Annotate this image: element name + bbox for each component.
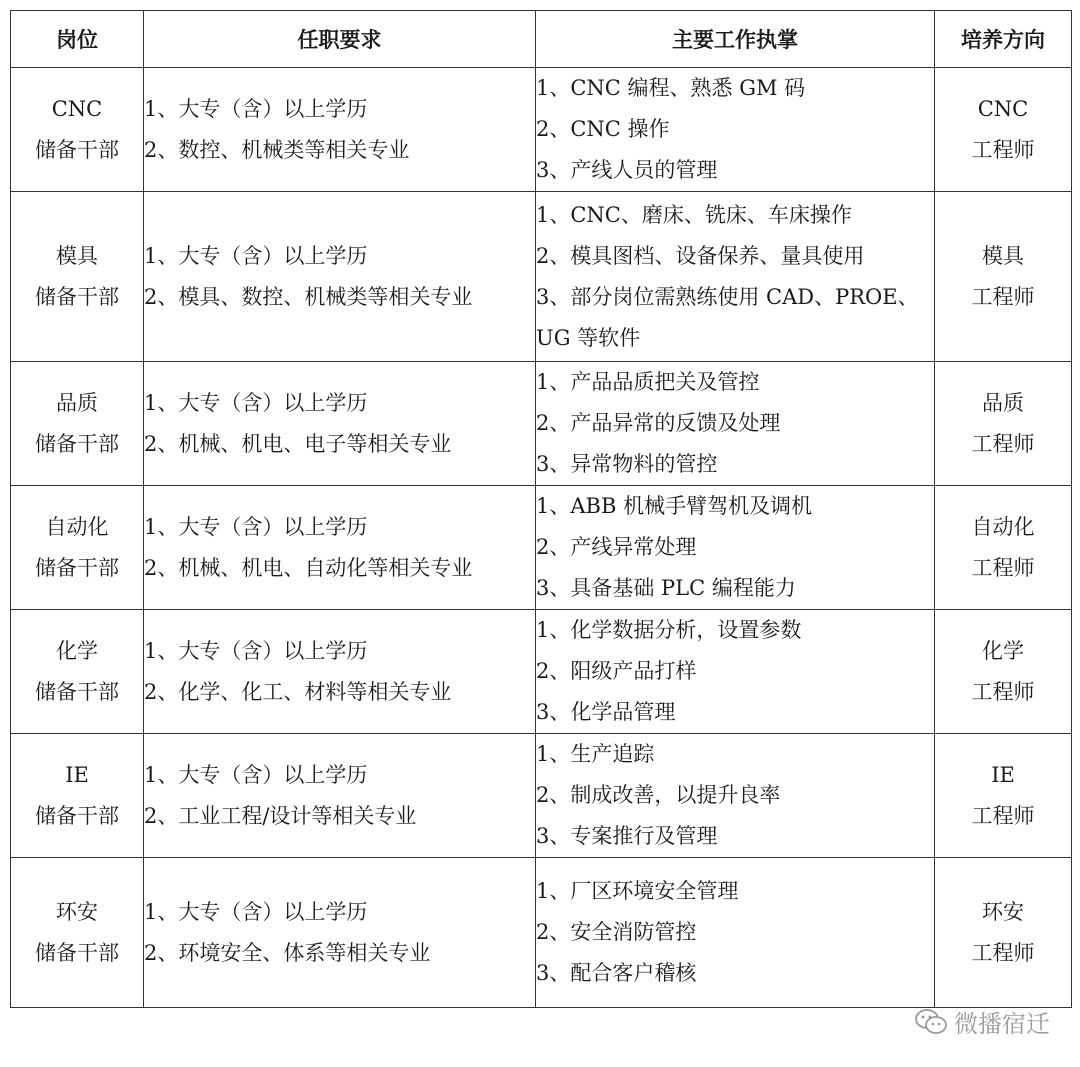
duties-line: 2、阳级产品打样: [536, 659, 697, 683]
position-line: 品质: [56, 390, 98, 415]
position-cell: [11, 858, 144, 1008]
duties-line: 3、专案推行及管理: [536, 824, 718, 848]
duties-line: 2、安全消防管控: [536, 920, 697, 944]
duties-line: 1、ABB 机械手臂驾机及调机: [536, 494, 813, 518]
position-line: 储备干部: [35, 555, 119, 580]
table-row: [11, 362, 1072, 486]
requirements-line: 2、环境安全、体系等相关专业: [144, 940, 431, 965]
direction-line: 工程师: [971, 555, 1035, 580]
duties-line: 3、化学品管理: [536, 700, 676, 724]
position-cell: [11, 68, 144, 192]
table-row: [11, 858, 1072, 1008]
direction-cell: [935, 486, 1072, 610]
direction-line: 工程师: [971, 137, 1035, 162]
position-cell: [11, 362, 144, 486]
duties-cell: [536, 362, 935, 486]
duties-line: 2、产品异常的反馈及处理: [536, 411, 781, 435]
direction-line: 工程师: [971, 803, 1035, 828]
requirements-line: 1、大专（含）以上学历: [144, 96, 368, 121]
direction-line: 工程师: [971, 679, 1035, 704]
duties-line: 2、产线异常处理: [536, 535, 697, 559]
position-cell: [11, 192, 144, 362]
duties-line: 1、CNC、磨床、铣床、车床操作: [536, 202, 852, 227]
watermark-text: 微播宿迁: [954, 1010, 1050, 1038]
direction-line: 模具: [982, 243, 1024, 268]
direction-line: 品质: [982, 390, 1024, 415]
requirements-cell: [144, 192, 536, 362]
jobs-table: [10, 10, 1072, 1008]
watermark: [914, 1004, 1050, 1039]
header-row: [11, 11, 1072, 68]
position-line: 储备干部: [35, 679, 119, 704]
requirements-cell: [144, 486, 536, 610]
position-cell: [11, 610, 144, 734]
direction-cell: [935, 734, 1072, 858]
duties-line: 2、模具图档、设备保养、量具使用: [536, 243, 865, 268]
duties-line: 3、配合客户稽核: [536, 961, 697, 985]
table-row: [11, 610, 1072, 734]
requirements-cell: [144, 610, 536, 734]
table-row: [11, 68, 1072, 192]
duties-line: 1、产品品质把关及管控: [536, 370, 760, 394]
duties-cell: [536, 486, 935, 610]
position-line: 储备干部: [35, 284, 119, 309]
requirements-line: 2、机械、机电、自动化等相关专业: [144, 555, 473, 580]
header-duties: 主要工作执掌: [536, 11, 935, 68]
duties-line: 2、CNC 操作: [536, 117, 670, 141]
duties-line: 3、产线人员的管理: [536, 158, 718, 182]
duties-cell: [536, 734, 935, 858]
direction-cell: [935, 192, 1072, 362]
position-line: CNC: [51, 96, 103, 121]
direction-line: IE: [991, 762, 1015, 787]
requirements-cell: [144, 858, 536, 1008]
requirements-cell: [144, 362, 536, 486]
requirements-line: 1、大专（含）以上学历: [144, 762, 368, 787]
position-line: 储备干部: [35, 431, 119, 456]
duties-line: 3、部分岗位需熟练使用 CAD、PROE、: [536, 284, 919, 309]
direction-line: 化学: [982, 638, 1024, 663]
position-line: 自动化: [45, 514, 109, 539]
requirements-line: 2、数控、机械类等相关专业: [144, 137, 410, 162]
duties-line: UG 等软件: [536, 325, 641, 350]
requirements-line: 1、大专（含）以上学历: [144, 390, 368, 415]
position-cell: [11, 486, 144, 610]
table-row: [11, 192, 1072, 362]
position-line: 环安: [56, 899, 98, 924]
duties-line: 3、异常物料的管控: [536, 452, 718, 476]
direction-cell: [935, 68, 1072, 192]
requirements-line: 1、大专（含）以上学历: [144, 514, 368, 539]
header-position: 岗位: [11, 11, 144, 68]
table-row: [11, 486, 1072, 610]
position-line: 储备干部: [35, 803, 119, 828]
duties-cell: [536, 192, 935, 362]
direction-cell: [935, 362, 1072, 486]
position-line: 储备干部: [35, 940, 119, 965]
direction-cell: [935, 858, 1072, 1008]
requirements-line: 2、工业工程/设计等相关专业: [144, 803, 417, 828]
table-row: [11, 734, 1072, 858]
direction-line: 工程师: [971, 940, 1035, 965]
direction-line: CNC: [977, 96, 1029, 121]
wechat-icon: [914, 1008, 948, 1036]
duties-line: 1、化学数据分析，设置参数: [536, 618, 802, 642]
position-line: 模具: [56, 243, 98, 268]
duties-line: 2、制成改善，以提升良率: [536, 783, 781, 807]
position-line: IE: [65, 762, 89, 787]
duties-cell: [536, 68, 935, 192]
requirements-line: 2、模具、数控、机械类等相关专业: [144, 284, 473, 309]
position-line: 储备干部: [35, 137, 119, 162]
header-requirements: 任职要求: [144, 11, 536, 68]
duties-cell: [536, 858, 935, 1008]
duties-line: 1、CNC 编程、熟悉 GM 码: [536, 76, 806, 100]
requirements-cell: [144, 734, 536, 858]
duties-line: 1、厂区环境安全管理: [536, 879, 739, 903]
direction-cell: [935, 610, 1072, 734]
direction-line: 自动化: [971, 514, 1035, 539]
requirements-line: 1、大专（含）以上学历: [144, 243, 368, 268]
requirements-line: 1、大专（含）以上学历: [144, 638, 368, 663]
requirements-line: 1、大专（含）以上学历: [144, 899, 368, 924]
position-line: 化学: [56, 638, 98, 663]
requirements-line: 2、化学、化工、材料等相关专业: [144, 679, 452, 704]
direction-line: 工程师: [971, 431, 1035, 456]
position-cell: [11, 734, 144, 858]
duties-cell: [536, 610, 935, 734]
duties-line: 3、具备基础 PLC 编程能力: [536, 576, 796, 600]
header-direction: 培养方向: [935, 11, 1072, 68]
requirements-cell: [144, 68, 536, 192]
direction-line: 工程师: [971, 284, 1035, 309]
requirements-line: 2、机械、机电、电子等相关专业: [144, 431, 452, 456]
duties-line: 1、生产追踪: [536, 742, 655, 766]
direction-line: 环安: [982, 899, 1024, 924]
